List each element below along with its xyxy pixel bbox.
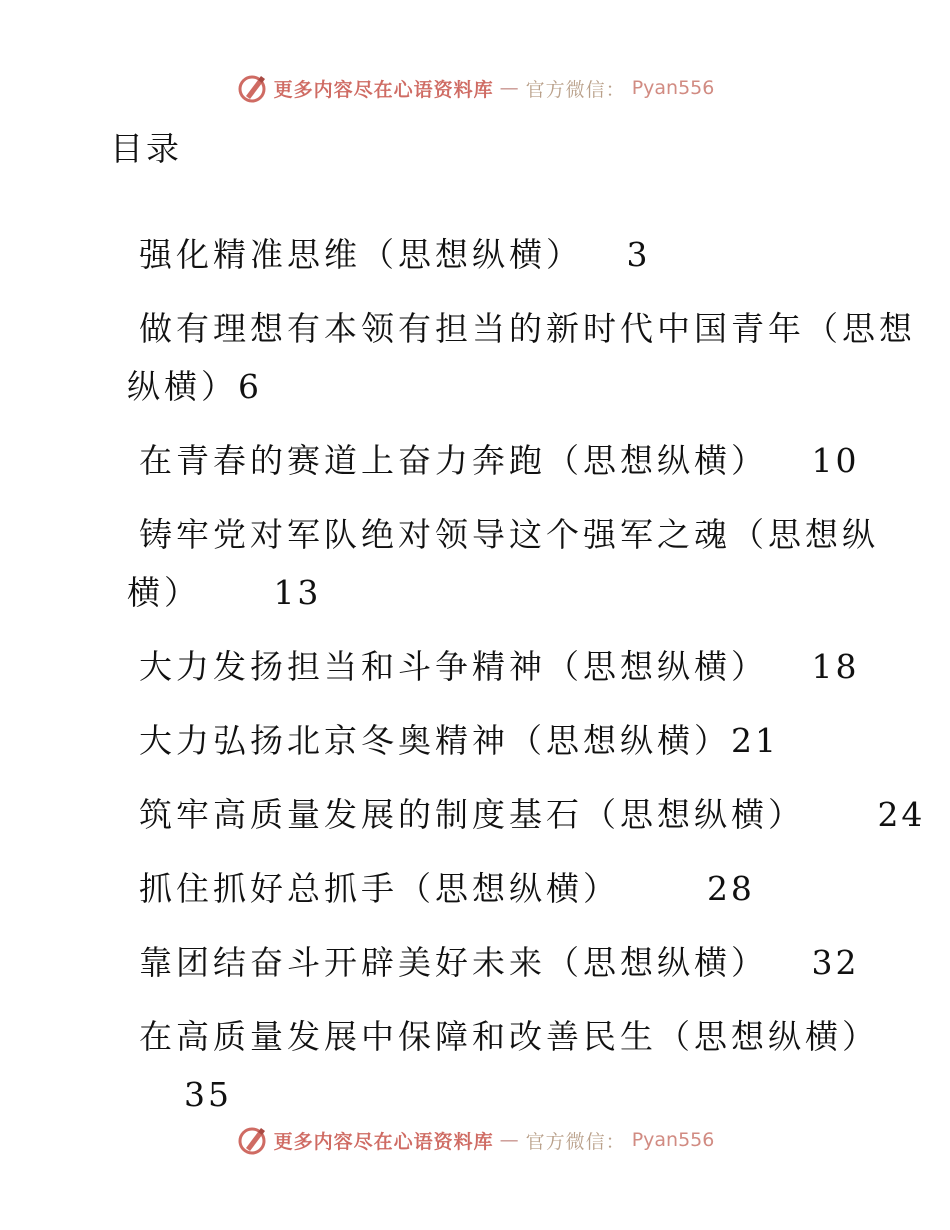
footer-watermark — [0, 1124, 950, 1156]
toc-entry[interactable] — [110, 411, 860, 480]
pen-logo-icon — [236, 72, 268, 104]
toc-entry-text: 铸牢党对军队绝对领导这个强军之魂（思想纵 — [138, 515, 879, 554]
toc-entry-continued[interactable] — [155, 1045, 232, 1114]
header-watermark — [0, 72, 950, 104]
toc-entry-text: 抓住抓好总抓手（思想纵横） — [138, 869, 620, 908]
toc-entry[interactable] — [110, 485, 879, 554]
watermark-wechat-label: 官方微信： — [525, 1130, 626, 1153]
toc-entry[interactable] — [110, 765, 926, 834]
watermark-separator: — — [499, 77, 520, 99]
toc-entry-text: 靠团结奋斗开辟美好未来（思想纵横） — [138, 943, 768, 982]
toc-entry-text: 强化精准思维（思想纵横） — [138, 235, 583, 274]
watermark-separator: — — [499, 1129, 520, 1151]
toc-entry-page: 24 — [877, 795, 926, 834]
toc-entry-text: 横） — [126, 573, 201, 612]
toc-entry-page: 13 — [273, 573, 322, 612]
toc-entry[interactable] — [110, 839, 755, 908]
toc-entry-text: 在青春的赛道上奋力奔跑（思想纵横） — [138, 441, 768, 480]
toc-entry[interactable] — [110, 205, 651, 274]
toc-entry-text: 纵横） — [126, 367, 238, 406]
toc-entry-page: 35 — [183, 1075, 232, 1114]
watermark-wechat-id: Pyan556 — [631, 1129, 715, 1151]
toc-title: 目录 — [110, 129, 182, 168]
toc-entry[interactable] — [110, 279, 916, 348]
toc-entry-page: 6 — [237, 367, 262, 406]
toc-entry-page: 21 — [730, 721, 779, 760]
pen-logo-icon — [236, 1124, 268, 1156]
toc-entry-text: 做有理想有本领有担当的新时代中国青年（思想 — [138, 309, 916, 348]
watermark-wechat-id: Pyan556 — [631, 77, 715, 99]
toc-entry-page: 32 — [811, 943, 860, 982]
toc-entry-page: 28 — [706, 869, 755, 908]
watermark-main-text: 更多内容尽在心语资料库 — [273, 78, 494, 101]
toc-entry-page: 10 — [811, 441, 860, 480]
watermark-wechat-label: 官方微信： — [525, 78, 626, 101]
toc-entry-text: 大力发扬担当和斗争精神（思想纵横） — [138, 647, 768, 686]
toc-entry[interactable] — [110, 691, 779, 760]
toc-entry[interactable] — [110, 617, 860, 686]
toc-entry-page: 3 — [626, 235, 651, 274]
toc-entry-text: 筑牢高质量发展的制度基石（思想纵横） — [138, 795, 805, 834]
toc-entry-text: 大力弘扬北京冬奥精神（思想纵横） — [138, 721, 731, 760]
toc-entry-continued[interactable] — [98, 543, 322, 612]
toc-entry-page: 18 — [811, 647, 860, 686]
toc-entry[interactable] — [110, 987, 879, 1056]
toc-entry-continued[interactable] — [98, 337, 262, 406]
toc-entry[interactable] — [110, 913, 860, 982]
watermark-main-text: 更多内容尽在心语资料库 — [273, 1130, 494, 1153]
toc-entry-text: 在高质量发展中保障和改善民生（思想纵横） — [138, 1017, 879, 1056]
